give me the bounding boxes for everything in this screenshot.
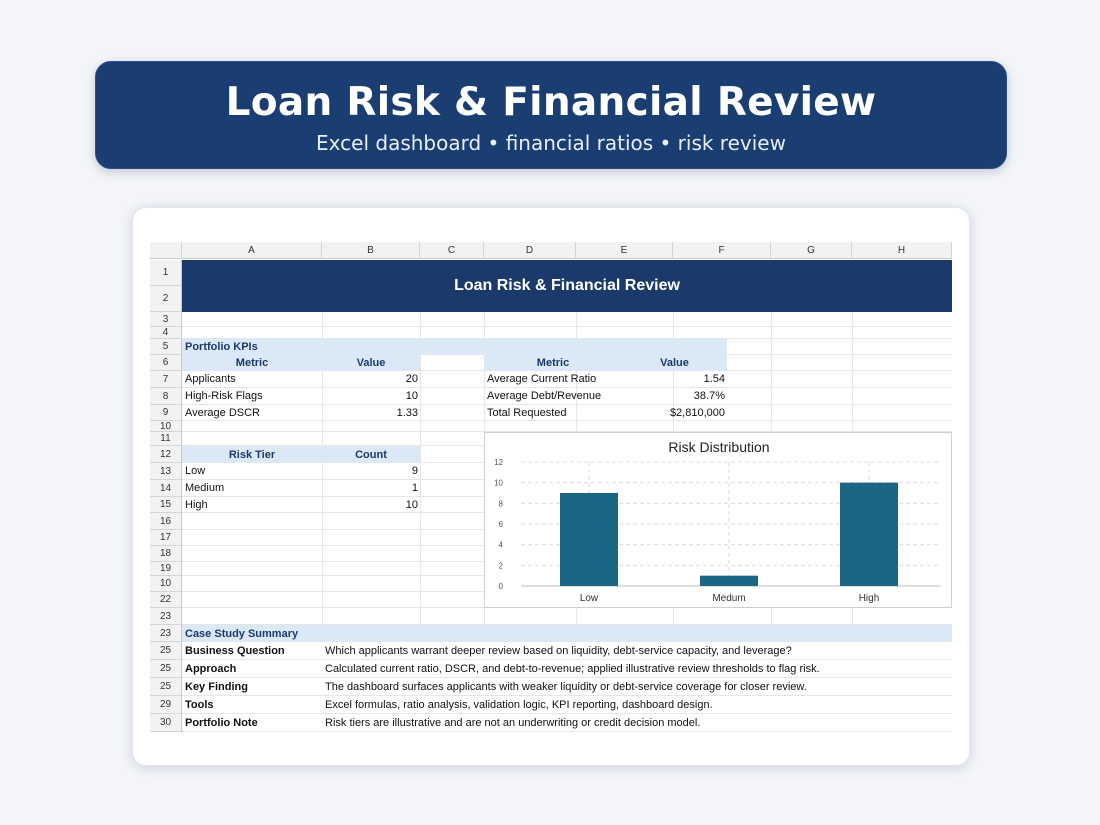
row-header[interactable]: 23 bbox=[150, 608, 182, 625]
chart-title: Risk Distribution bbox=[668, 439, 770, 455]
row-header[interactable]: 16 bbox=[150, 513, 182, 530]
kpi-metric-applicants: Applicants bbox=[185, 373, 236, 385]
case-study-row-text: Calculated current ratio, DSCR, and debt-to-revenue; applied illustrative review thresholds to flag risk. bbox=[325, 663, 820, 675]
kpi-value-total-requested: $2,810,000 bbox=[669, 407, 725, 419]
banner-title: Loan Risk & Financial Review bbox=[225, 80, 877, 125]
row-gridline bbox=[182, 677, 952, 678]
column-header-h[interactable]: H bbox=[852, 242, 952, 259]
column-header-c[interactable]: C bbox=[420, 242, 484, 259]
row-gridline bbox=[182, 659, 952, 660]
column-header-b[interactable]: B bbox=[322, 242, 420, 259]
case-study-row-text: The dashboard surfaces applicants with weaker liquidity or debt-service coverage for closer review. bbox=[325, 681, 807, 693]
row-header[interactable]: 23 bbox=[150, 625, 182, 642]
risk-count-header: Count bbox=[355, 449, 387, 461]
kpi-metric-average-dscr: Average DSCR bbox=[185, 407, 260, 419]
row-header[interactable]: 9 bbox=[150, 405, 182, 421]
kpi-value-average-dscr: 1.33 bbox=[396, 407, 418, 419]
row-header[interactable]: 4 bbox=[150, 327, 182, 339]
row-header[interactable]: 2 bbox=[150, 286, 182, 312]
y-tick-label: 2 bbox=[498, 561, 503, 571]
row-header[interactable]: 12 bbox=[150, 446, 182, 463]
row-gridline bbox=[182, 713, 952, 714]
column-header-e[interactable]: E bbox=[576, 242, 673, 259]
kpi-metric-high-risk-flags: High-Risk Flags bbox=[185, 390, 263, 402]
row-header[interactable]: 10 bbox=[150, 576, 182, 592]
row-header[interactable]: 7 bbox=[150, 371, 182, 388]
sheet-title: Loan Risk & Financial Review bbox=[454, 277, 680, 294]
case-study-label: Case Study Summary bbox=[185, 628, 299, 640]
risk-tier-high: High bbox=[185, 499, 208, 511]
row-gridline bbox=[182, 731, 952, 732]
kpi-metric-header-left: Metric bbox=[235, 357, 269, 369]
row-header[interactable]: 3 bbox=[150, 312, 182, 327]
case-study-row-text: Which applicants warrant deeper review based on liquidity, debt-service capacity, and leverage? bbox=[325, 645, 792, 657]
chart-y-tick-labels bbox=[494, 458, 503, 591]
row-header[interactable]: 6 bbox=[150, 355, 182, 371]
column-gridline bbox=[420, 312, 421, 625]
category-label: Medum bbox=[712, 593, 746, 604]
row-gridline bbox=[182, 326, 952, 327]
row-header[interactable]: 15 bbox=[150, 497, 182, 513]
risk-distribution-svg bbox=[485, 433, 953, 609]
column-header-g[interactable]: G bbox=[771, 242, 852, 259]
row-header[interactable]: 10 bbox=[150, 421, 182, 432]
bar-high[interactable] bbox=[840, 483, 898, 586]
case-study-row-label: Approach bbox=[185, 663, 237, 675]
kpi-metric-current-ratio: Average Current Ratio bbox=[487, 373, 597, 385]
y-tick-label: 10 bbox=[494, 478, 503, 488]
row-gridline bbox=[182, 404, 952, 405]
column-header-f[interactable]: F bbox=[673, 242, 771, 259]
risk-count-medium: 1 bbox=[411, 482, 418, 494]
row-header[interactable]: 29 bbox=[150, 696, 182, 714]
risk-tier-low: Low bbox=[185, 465, 206, 477]
bar-low[interactable] bbox=[560, 493, 618, 586]
portfolio-kpis-band bbox=[182, 338, 727, 355]
row-header[interactable]: 19 bbox=[150, 562, 182, 576]
row-header[interactable]: 22 bbox=[150, 592, 182, 608]
column-header-a[interactable]: A bbox=[182, 242, 322, 259]
kpi-metric-total-requested: Total Requested bbox=[487, 407, 567, 419]
row-header[interactable]: 25 bbox=[150, 678, 182, 696]
column-header-d[interactable]: D bbox=[484, 242, 576, 259]
kpi-metric-header-right: Metric bbox=[536, 357, 570, 369]
spreadsheet bbox=[150, 242, 952, 732]
row-header[interactable]: 1 bbox=[150, 260, 182, 286]
row-header[interactable]: 5 bbox=[150, 339, 182, 355]
row-header[interactable]: 13 bbox=[150, 463, 182, 480]
category-label: High bbox=[858, 593, 880, 604]
kpi-value-applicants: 20 bbox=[405, 373, 418, 385]
portfolio-kpis-label: Portfolio KPIs bbox=[185, 341, 258, 353]
case-study-row-label: Portfolio Note bbox=[185, 717, 258, 729]
row-header[interactable]: 8 bbox=[150, 388, 182, 405]
chart-category-labels bbox=[580, 593, 879, 604]
row-gridline bbox=[182, 420, 952, 421]
row-header[interactable]: 30 bbox=[150, 714, 182, 732]
risk-count-low: 9 bbox=[411, 465, 418, 477]
banner-subtitle: Excel dashboard • financial ratios • risk review bbox=[316, 131, 786, 155]
case-study-row-label: Tools bbox=[185, 699, 214, 711]
sheet-title-banner bbox=[182, 260, 952, 312]
category-label: Low bbox=[579, 593, 599, 604]
kpi-value-header-right: Value bbox=[660, 357, 689, 369]
header-banner bbox=[95, 61, 1007, 169]
row-gridline bbox=[182, 695, 952, 696]
row-header[interactable]: 14 bbox=[150, 480, 182, 497]
case-study-row-text: Risk tiers are illustrative and are not an underwriting or credit decision model. bbox=[325, 717, 701, 729]
y-tick-label: 6 bbox=[498, 520, 503, 529]
y-tick-label: 8 bbox=[498, 499, 503, 509]
row-header[interactable]: 18 bbox=[150, 546, 182, 562]
select-all-corner[interactable] bbox=[150, 242, 182, 259]
risk-distribution-chart bbox=[484, 432, 952, 608]
kpi-value-high-risk-flags: 10 bbox=[405, 390, 418, 402]
bar-medum[interactable] bbox=[700, 576, 758, 586]
kpi-value-current-ratio: 1.54 bbox=[703, 373, 725, 385]
y-tick-label: 0 bbox=[498, 582, 503, 591]
case-study-row-label: Business Question bbox=[185, 645, 285, 657]
y-tick-label: 12 bbox=[494, 458, 503, 467]
kpi-metric-debt-revenue: Average Debt/Revenue bbox=[487, 390, 602, 402]
risk-tier-medium: Medium bbox=[185, 482, 225, 494]
kpi-value-header-left: Value bbox=[356, 357, 386, 369]
row-header[interactable]: 11 bbox=[150, 432, 182, 446]
risk-tier-header: Risk Tier bbox=[228, 449, 276, 461]
row-header[interactable]: 25 bbox=[150, 660, 182, 678]
kpi-value-debt-revenue: 38.7% bbox=[693, 390, 725, 402]
row-header[interactable]: 17 bbox=[150, 530, 182, 546]
case-study-row-label: Key Finding bbox=[185, 681, 248, 693]
risk-count-high: 10 bbox=[405, 499, 418, 511]
y-tick-label: 4 bbox=[498, 540, 503, 550]
row-header[interactable]: 25 bbox=[150, 642, 182, 660]
case-study-row-text: Excel formulas, ratio analysis, validation logic, KPI reporting, dashboard design. bbox=[325, 699, 713, 711]
